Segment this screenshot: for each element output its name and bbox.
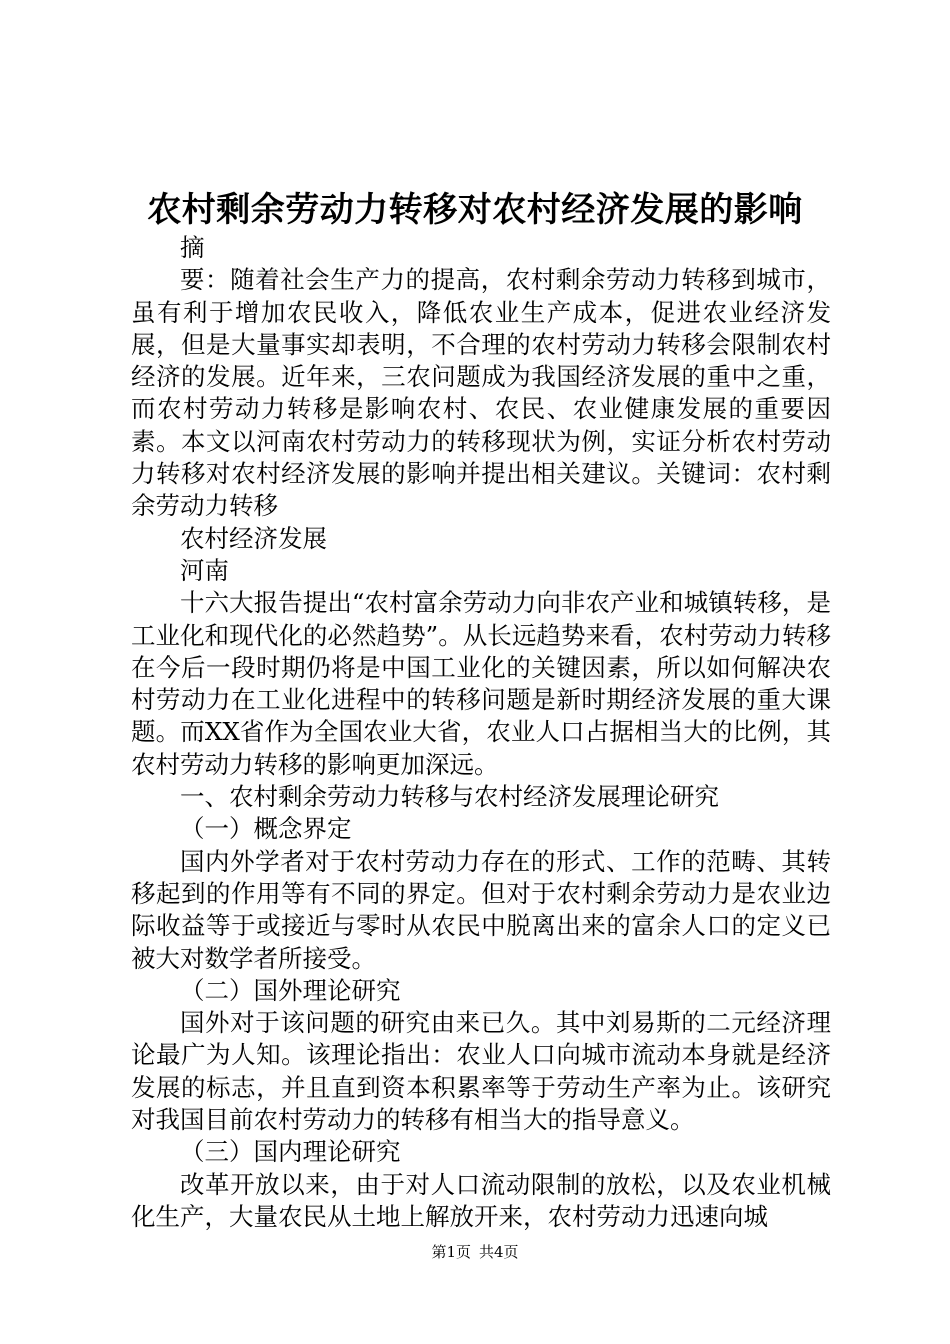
subsection-heading: （二）国外理论研究 bbox=[180, 975, 401, 1005]
keyword-item: 农村经济发展 bbox=[180, 523, 327, 553]
document-title: 农村剩余劳动力转移对农村经济发展的影响 bbox=[147, 190, 803, 230]
abstract-paragraph: 要：随着社会生产力的提高，农村剩余劳动力转移到城市，虽有利于增加农民收入，降低农业生产成本，促进农业经济发展，但是大量事实却表明，不合理的农村劳动力转移会限制农村经济的发展。近年来，三农问题成为我国经济发展的重中之重，而农村劳动力转移是影响农村、农民、农业健康发展的重要因素。本文以河南农村劳动力的转移现状为例，实证分析农村劳动力转移对农村经济发展的影响并提出相关建议。关键词：农村剩余劳动力转移 bbox=[131, 265, 831, 521]
section-heading: 一、农村剩余劳动力转移与农村经济发展理论研究 bbox=[180, 782, 719, 812]
page-total: 共4页 bbox=[479, 1243, 519, 1261]
intro-paragraph: 十六大报告提出“农村富余劳动力向非农产业和城镇转移，是工业化和现代化的必然趋势”。从长远趋势来看，农村劳动力转移在今后一段时期仍将是中国工业化的关键因素，所以如何解决农村劳动力在工业化进程中的转移问题是新时期经济发展的重大课题。而XX省作为全国农业大省，农业人口占据相当大的比例，其农村劳动力转移的影响更加深远。 bbox=[131, 588, 831, 779]
keyword-item: 河南 bbox=[180, 555, 229, 585]
subsection-heading: （三）国内理论研究 bbox=[180, 1137, 401, 1167]
body-paragraph: 国内外学者对于农村劳动力存在的形式、工作的范畴、其转移起到的作用等有不同的界定。但对于农村剩余劳动力是农业边际收益等于或接近与零时从农民中脱离出来的富余人口的定义已被大对数学者所接受。 bbox=[131, 846, 831, 973]
body-paragraph: 国外对于该问题的研究由来已久。其中刘易斯的二元经济理论最广为人知。该理论指出：农业人口向城市流动本身就是经济发展的标志，并且直到资本积累率等于劳动生产率为止。该研究对我国目前农村劳动力的转移有相当大的指导意义。 bbox=[131, 1008, 831, 1135]
document-body bbox=[131, 232, 831, 1233]
page-footer bbox=[0, 1242, 950, 1262]
page-number: 第1页 bbox=[431, 1243, 471, 1261]
abstract-heading-char: 摘 bbox=[180, 233, 205, 262]
body-paragraph: 改革开放以来，由于对人口流动限制的放松，以及农业机械化生产，大量农民从土地上解放开来，农村劳动力迅速向城 bbox=[131, 1169, 831, 1231]
subsection-heading: （一）概念界定 bbox=[180, 814, 352, 844]
